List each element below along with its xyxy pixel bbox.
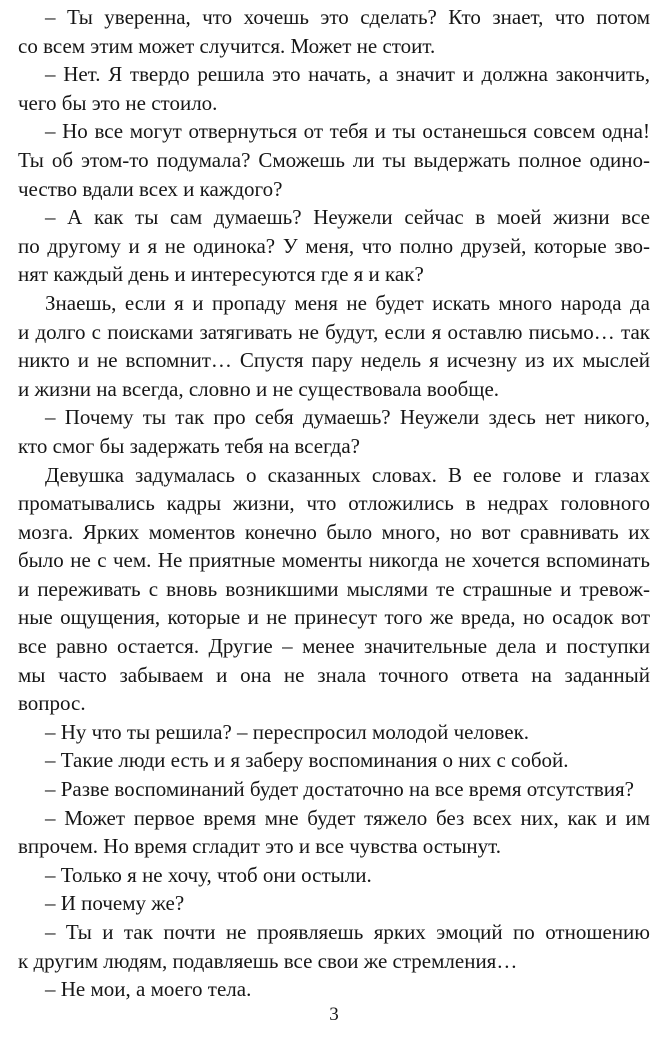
text-line: и долго с поисками затягивать не будут, если я оставлю письмо… так xyxy=(18,319,650,344)
text-line: мозга. Ярких моментов конечно было много, но вот сравнивать их xyxy=(18,519,650,544)
text-line: и жизни на всегда, словно и не существовала вообще. xyxy=(18,376,500,401)
text-line: ные ощущения, которые и не принесут того же вреда, но осадок вот xyxy=(18,605,650,630)
text-line: – Ну что ты решила? – переспросил молодой человек. xyxy=(45,719,530,744)
text-line: – Может первое время мне будет тяжело без всех них, как и им xyxy=(45,805,650,830)
text-line: к другим людям, подавляешь все свои же стремления… xyxy=(18,948,518,973)
text-line: по другому и я не одинока? У меня, что полно друзей, которые зво- xyxy=(18,233,650,258)
text-line: и переживать с вновь возникшими мыслями те страшные и тревож- xyxy=(18,576,650,601)
text-line: – Нет. Я твердо решила это начать, а значит и должна закончить, xyxy=(45,62,650,87)
text-line: – Почему ты так про себя думаешь? Неужели здесь нет никого, xyxy=(45,405,650,430)
text-line: мы часто забываем и она не знала точного ответа на заданный xyxy=(18,662,650,687)
text-line: Ты об этом-то подумала? Сможешь ли ты выдержать полное одино- xyxy=(18,147,650,172)
text-line: впрочем. Но время сгладит это и все чувства остынут. xyxy=(18,834,502,859)
text-line: все равно остается. Другие – менее значительные дела и поступки xyxy=(18,634,650,659)
text-line: нят каждый день и интересуются где я и как? xyxy=(18,262,424,287)
text-line: – А как ты сам думаешь? Неужели сейчас в моей жизни все xyxy=(45,205,650,230)
text-line: – Только я не хочу, чтоб они остыли. xyxy=(45,862,372,887)
text-line: – Такие люди есть и я заберу воспоминания о них с собой. xyxy=(45,748,569,773)
text-line: чество вдали всех и каждого? xyxy=(18,176,283,201)
text-line: кто смог бы задержать тебя на всегда? xyxy=(18,433,360,458)
text-line: – И почему же? xyxy=(45,891,185,916)
text-line: Девушка задумалась о сказанных словах. В ее голове и глазах xyxy=(45,462,650,487)
text-line: проматывались кадры жизни, что отложились в недрах головного xyxy=(18,491,650,516)
text-line: Знаешь, если я и пропаду меня не будет искать много народа да xyxy=(45,290,650,315)
page-body xyxy=(18,3,650,1004)
text-line: – Но все могут отвернуться от тебя и ты останешься совсем одна! xyxy=(45,119,650,144)
text-line: чего бы это не стоило. xyxy=(18,90,218,115)
page-number: 3 xyxy=(329,1004,339,1025)
text-line: со всем этим может случится. Может не стоит. xyxy=(18,33,436,58)
text-line: – Ты и так почти не проявляешь ярких эмоций по отношению xyxy=(45,920,650,944)
text-line: было не с чем. Не приятные моменты никогда не хочется вспоминать xyxy=(18,548,650,573)
text-line: – Не мои, а моего тела. xyxy=(45,977,252,1002)
text-line: вопрос. xyxy=(18,691,86,716)
text-line: – Разве воспоминаний будет достаточно на все время отсутствия? xyxy=(45,777,635,802)
text-line: никто и не вспомнит… Спустя пару недель я исчезну из их мыслей xyxy=(18,348,650,373)
text-line: – Ты уверенна, что хочешь это сделать? Кто знает, что потом xyxy=(45,5,650,29)
